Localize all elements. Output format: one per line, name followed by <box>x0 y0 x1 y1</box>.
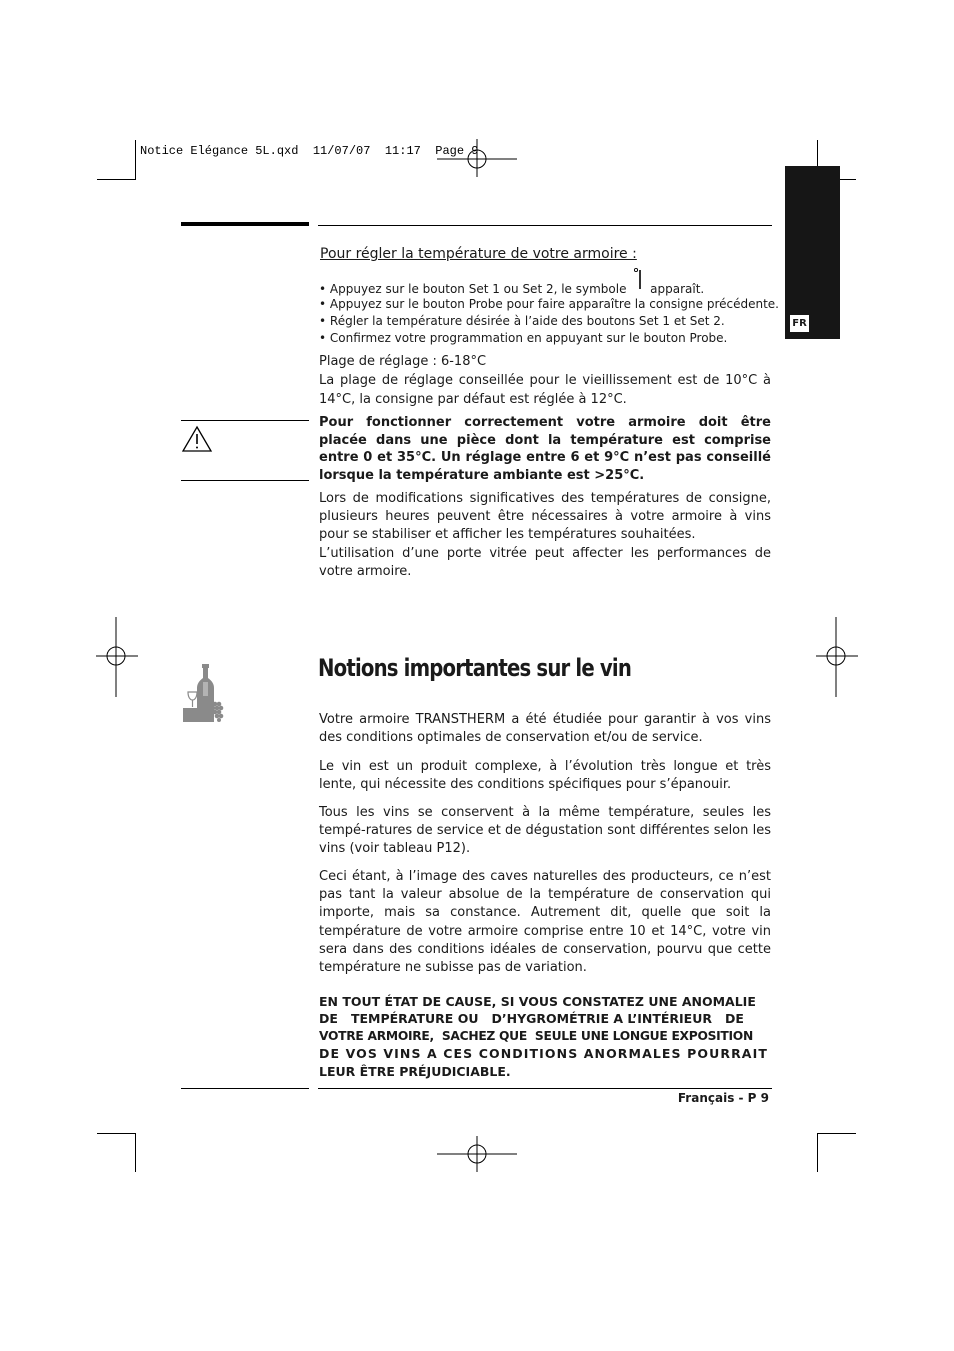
registration-mark-icon <box>96 617 138 697</box>
warning-rule-top <box>181 420 309 421</box>
warning-paragraph: Pour fonctionner correctement votre armoire doit être placée dans une pièce dont la température est comprise entre 0 et 35°C. Un réglage entre 6 et 9°C n’est pas conseillé lorsque la température ambiante est >25°C. <box>319 415 771 483</box>
caps-warning-line: DE VOS VINS A CES CONDITIONS ANORMALES POURRAIT <box>319 1046 768 1062</box>
caps-warning-line: DE TEMPÉRATURE OU D’HYGROMÉTRIE A L’INTÉRIEUR DE <box>319 1011 744 1027</box>
range-line: Plage de réglage : 6-18°C <box>319 354 487 369</box>
page-number: Français - P 9 <box>677 1091 769 1105</box>
warning-triangle-icon <box>181 425 213 453</box>
bullet-item: • Confirmez votre programmation en appuyant sur le bouton Probe. <box>319 331 728 345</box>
registration-mark-icon <box>816 617 858 697</box>
caps-warning-line: VOTRE ARMOIRE, SACHEZ QUE SEULE UNE LONGUE EXPOSITION <box>319 1028 753 1043</box>
crop-mark <box>135 140 136 180</box>
header-rule <box>318 225 772 226</box>
bullet-item: • Régler la température désirée à l’aide des boutons Set 1 et Set 2. <box>319 314 725 328</box>
body-paragraph: Tous les vins se conservent à la même température, seules les tempé-ratures de service et de dégustation sont différentes selon les vins (voir tableau P12). <box>319 805 771 857</box>
body-paragraph: Votre armoire TRANSTHERM a été étudiée pour garantir à vos vins des conditions optimales de conservation et/ou de service. <box>319 712 771 746</box>
range-paragraph: La plage de réglage conseillée pour le vieillissement est de 10°C à 14°C, la consigne par défaut est réglée à 12°C. <box>319 373 771 407</box>
registration-mark-icon <box>437 1136 517 1176</box>
footer-rule <box>318 1088 772 1089</box>
section-title: Notions importantes sur le vin <box>318 654 632 682</box>
bullet-text: • Appuyez sur le bouton Set 1 ou Set 2, le symbole <box>319 282 627 296</box>
door-paragraph: L’utilisation d’une porte vitrée peut affecter les performances de votre armoire. <box>319 546 771 580</box>
warning-rule-bottom <box>181 480 309 481</box>
language-tab <box>785 166 840 339</box>
caps-warning-block <box>319 993 771 1080</box>
crop-mark <box>817 1133 818 1172</box>
bullet-item: • Appuyez sur le bouton Probe pour faire apparaître la consigne précédente. <box>319 297 779 311</box>
bullet-text: apparaît. <box>650 282 705 296</box>
crop-mark <box>97 179 136 180</box>
header-thick-rule <box>181 222 309 226</box>
registration-mark-icon <box>437 127 517 177</box>
thermometer-symbol-icon <box>630 279 646 293</box>
crop-mark <box>817 1133 856 1134</box>
wine-bottle-icon <box>183 664 229 722</box>
caps-warning-line: EN TOUT ÉTAT DE CAUSE, SI VOUS CONSTATEZ UNE ANOMALIE <box>319 994 756 1009</box>
caps-warning-line: LEUR ÊTRE PRÉJUDICIABLE. <box>319 1063 511 1079</box>
modifications-paragraph: Lors de modifications significatives des températures de consigne, plusieurs heures peuvent être nécessaires à votre armoire à vins pour se stabiliser et afficher les températures souhaitées. <box>319 491 771 543</box>
body-paragraph: Ceci étant, à l’image des caves naturelles des producteurs, ce n’est pas tant la valeur absolue de la température de conservation qui importe, mais sa constance. Autrement dit, quelle que soit la température de votre armoire comprise entre 10 et 14°C, votre vin sera dans des conditions idéales de conservation, pourvu que cette température ne subisse pas de variation. <box>319 869 771 976</box>
crop-mark <box>135 1133 136 1172</box>
language-tab-label: FR <box>790 315 809 332</box>
section-subheading: Pour régler la température de votre armoire : <box>320 246 637 262</box>
body-paragraph: Le vin est un produit complexe, à l’évolution très longue et très lente, qui nécessite des conditions spécifiques pour s’épanouir. <box>319 759 771 793</box>
print-slug: Notice Elégance 5L.qxd 11/07/07 11:17 Page 9 <box>140 144 479 158</box>
footer-rule <box>181 1088 309 1089</box>
crop-mark <box>97 1133 136 1134</box>
